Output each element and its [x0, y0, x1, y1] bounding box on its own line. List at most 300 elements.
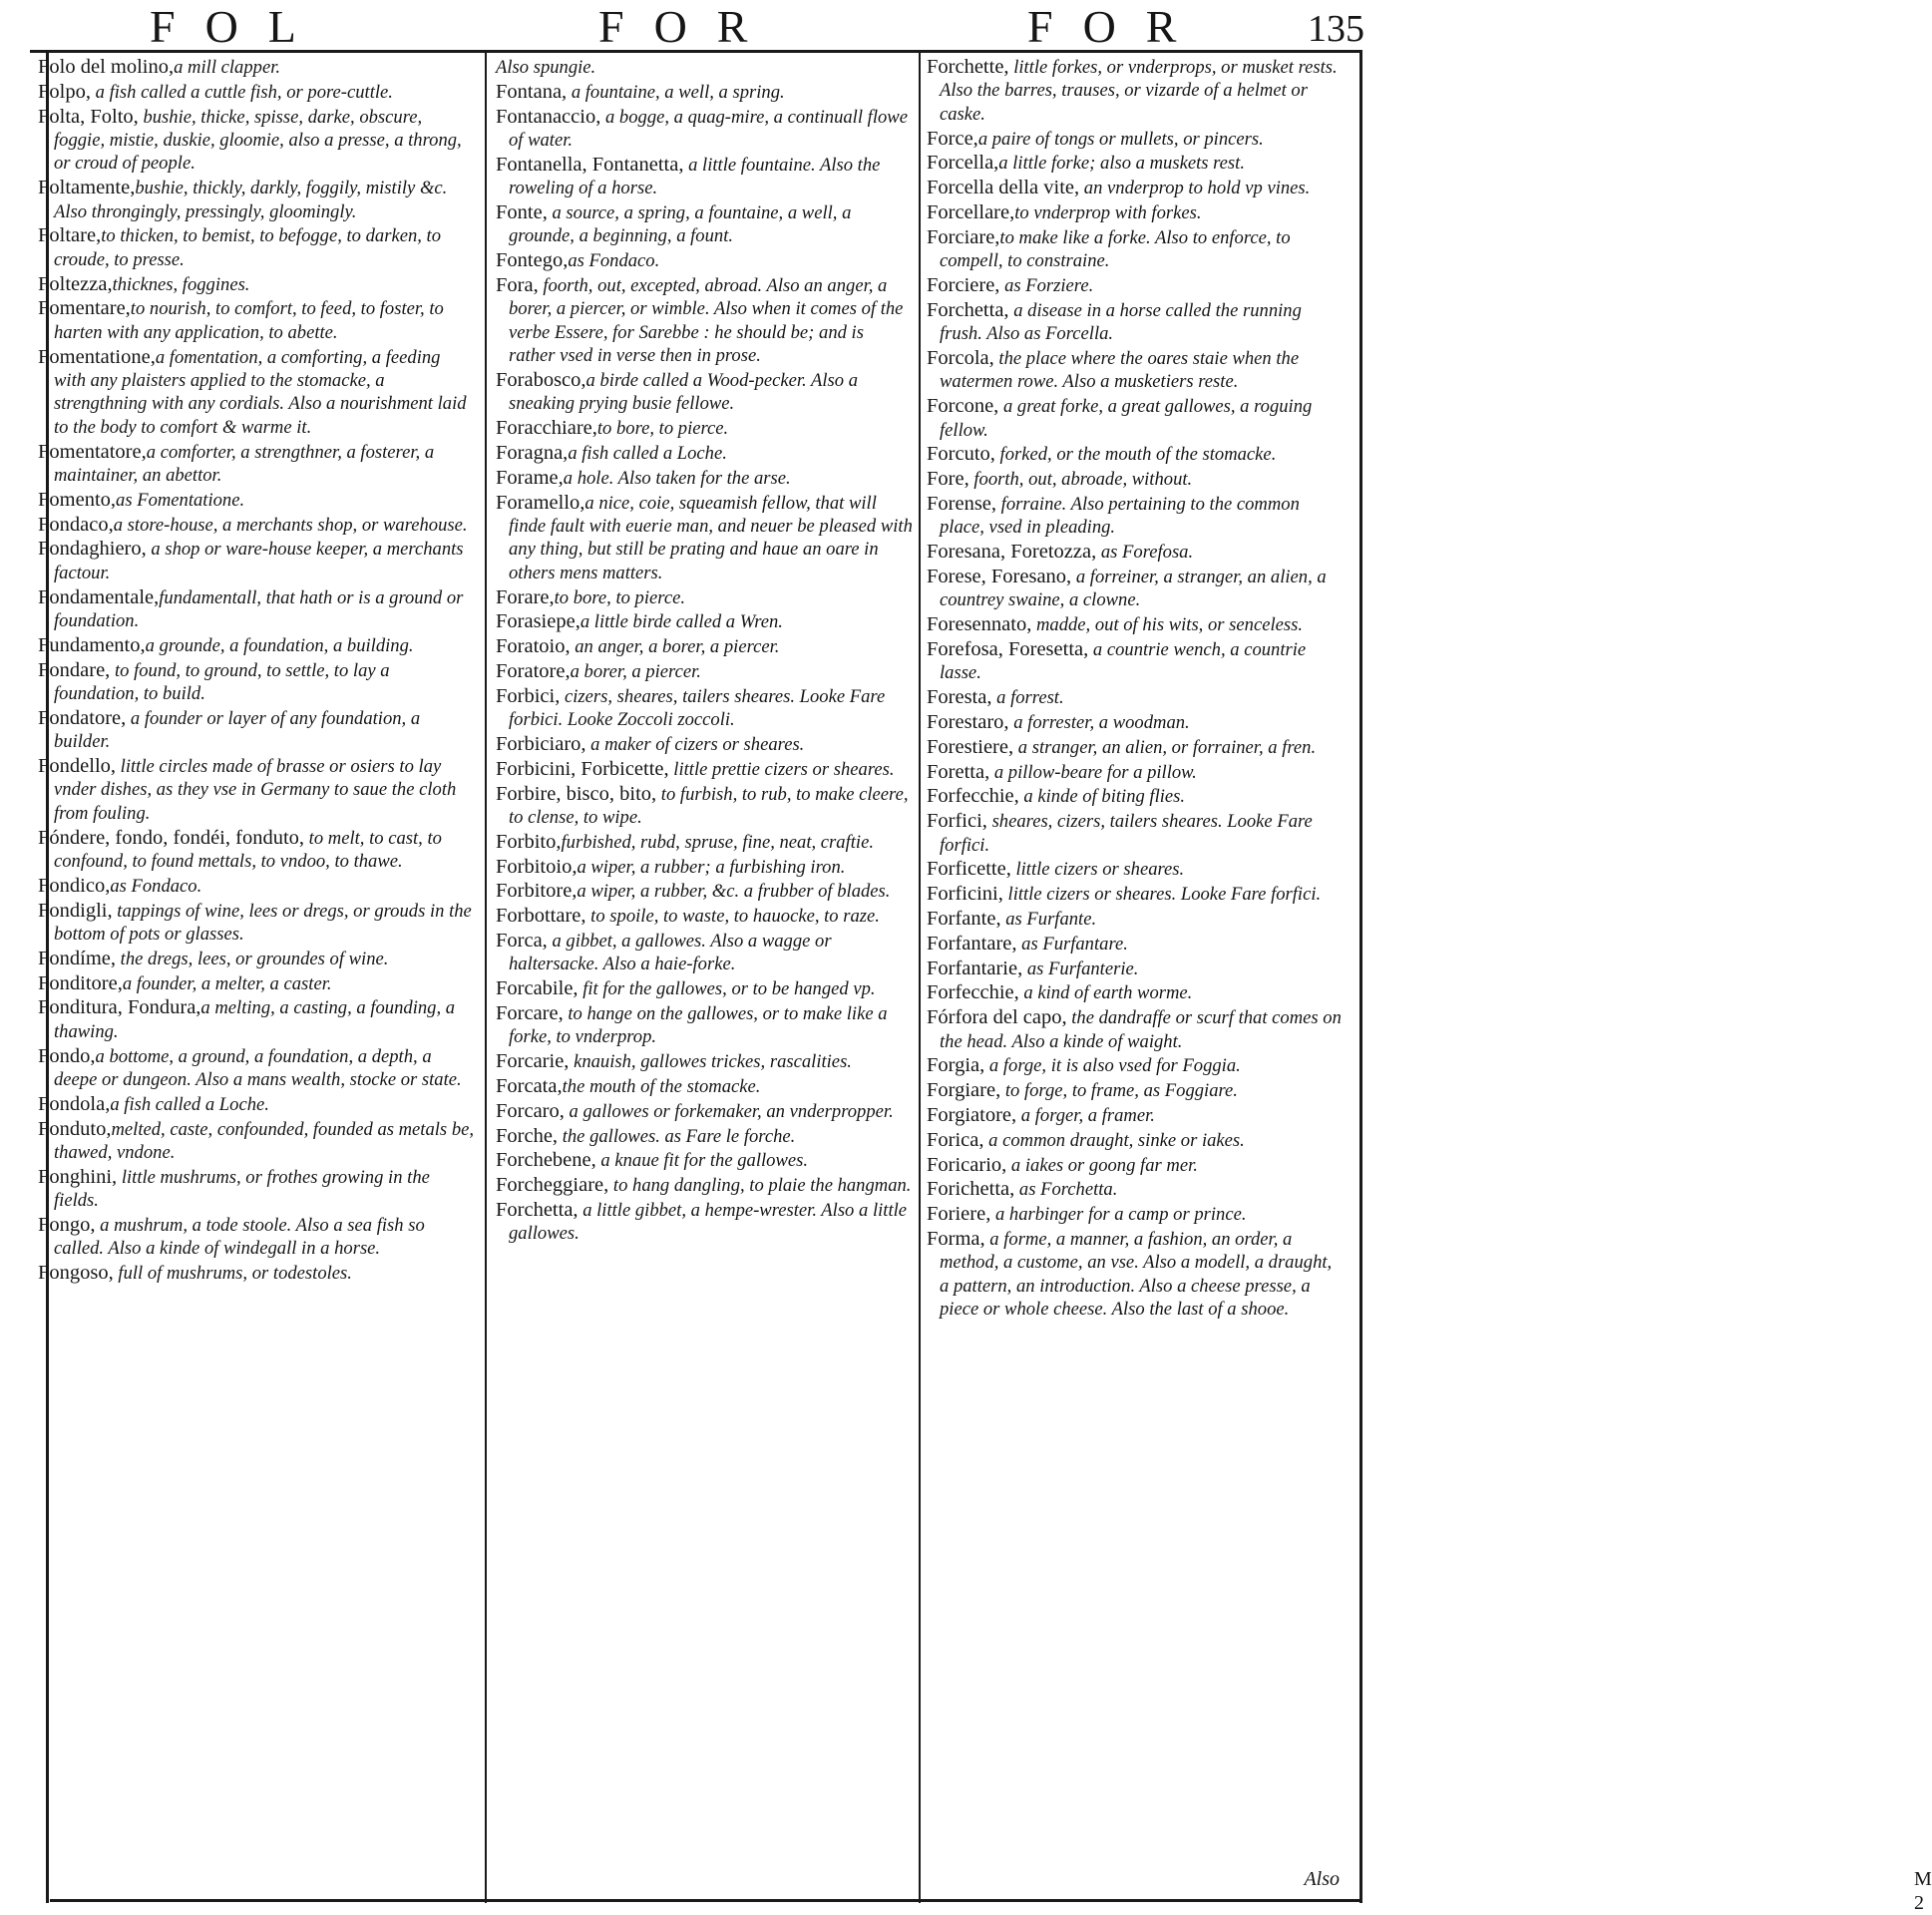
dictionary-entry [927, 933, 1346, 956]
dictionary-entry [496, 56, 915, 79]
headword: Fomentatione, [38, 345, 156, 368]
dictionary-entry [38, 659, 475, 706]
definition: a forrest. [991, 687, 1064, 709]
definition: to furbish, to rub, to make cleere, to clense, to wipe. [509, 783, 909, 829]
headword: Fongo, [38, 1214, 96, 1237]
headword: Forchette, [927, 56, 1009, 78]
definition: as Furfanterie. [1022, 958, 1139, 979]
dictionary-entry [38, 996, 475, 1043]
dictionary-entry [927, 56, 1346, 126]
headword: Forbitore, [496, 880, 578, 903]
headword: Foretta, [927, 760, 990, 783]
dictionary-entry [496, 417, 915, 440]
dictionary-entry [927, 613, 1346, 636]
headword: Forense, [927, 493, 997, 515]
headword: Foriere, [927, 1203, 991, 1226]
dictionary-entry [496, 1125, 915, 1148]
dictionary-entry [38, 489, 475, 512]
definition: a founder, a melter, a caster. [122, 972, 332, 994]
dictionary-entry [927, 1079, 1346, 1102]
headword: Forcarie, [496, 1050, 570, 1073]
dictionary-entry [496, 81, 915, 104]
headword: Forcella della vite, [927, 177, 1080, 199]
definition: a stranger, an alien, or forrainer, a fren. [1013, 736, 1317, 758]
dictionary-entry [496, 586, 915, 609]
headword: Fórfora del capo, [927, 1006, 1067, 1029]
definition: a forge, it is also vsed for Foggia. [984, 1055, 1241, 1077]
dictionary-entry [927, 1203, 1346, 1226]
headword: Forcaro, [496, 1099, 565, 1122]
definition: a melting, a casting, a founding, a thawing. [54, 997, 456, 1042]
headword: Fondaghiero, [38, 538, 147, 561]
definition: to bore, to pierce. [596, 418, 729, 440]
headword: Foltare, [38, 224, 102, 247]
definition: to bore, to pierce. [554, 586, 685, 608]
headword: Forficette, [927, 858, 1011, 881]
dictionary-entry [927, 201, 1346, 224]
definition: a birde called a Wood-pecker. Also a sneaking prying busie fellowe. [509, 370, 859, 415]
headword: Fonte, [496, 201, 548, 223]
definition: a wiper, a rubber; a furbishing iron. [577, 856, 846, 878]
definition: to vnderprop with forkes. [1014, 202, 1202, 223]
dictionary-entry [927, 1054, 1346, 1077]
dictionary-entry [38, 755, 475, 825]
headword: Forestiere, [927, 735, 1014, 758]
definition: a fomentation, a comforting, a feeding with any plaisters applied to the stomacke, a strengthning with any cordials. Also a nourishment laid to the body to comfort & warme it. [54, 346, 467, 438]
dictionary-entry [38, 514, 475, 537]
headword: Folo del molino, [38, 56, 175, 78]
dictionary-entry [927, 395, 1346, 442]
definition: little prettie cizers or sheares. [668, 758, 895, 780]
definition: to thicken, to bemist, to befogge, to darken, to croude, to presse. [54, 225, 442, 270]
definition: the mouth of the stomacke. [562, 1076, 761, 1097]
headword: Forchetta, [927, 298, 1009, 321]
headword: Forame, [496, 466, 564, 489]
dictionary-entry [927, 226, 1346, 273]
definition: as Fondaco. [110, 875, 202, 897]
definition: a pillow-beare for a pillow. [989, 761, 1197, 783]
headword: Fonditura, Fondura, [38, 996, 201, 1019]
definition: a knaue fit for the gallowes. [595, 1150, 809, 1172]
headword: Forestaro, [927, 711, 1009, 733]
headword: Fondíme, [38, 947, 117, 969]
dictionary-entry [38, 81, 475, 104]
dictionary-entry [496, 1050, 915, 1073]
dictionary-entry [927, 299, 1346, 346]
headword: Forciere, [927, 274, 1000, 296]
dictionary-entry [496, 154, 915, 200]
definition: a harbinger for a camp or prince. [990, 1204, 1247, 1226]
definition: to hange on the gallowes, or to make like a forke, to vnderprop. [509, 1003, 888, 1048]
headword: Foresennato, [927, 613, 1032, 636]
headword: Foragna, [496, 442, 569, 465]
column-3 [927, 56, 1346, 1896]
headword: Forfecchie, [927, 981, 1019, 1004]
dictionary-entry [38, 875, 475, 898]
headword: Force, [927, 127, 978, 150]
dictionary-entry [927, 981, 1346, 1004]
headword: Forbiciaro, [496, 733, 586, 756]
definition: a wiper, a rubber, &c. a frubber of blades. [577, 881, 891, 903]
page-footer [927, 1867, 1932, 1914]
dictionary-entry [38, 538, 475, 584]
dictionary-entry [927, 638, 1346, 685]
dictionary-entry [496, 758, 915, 781]
dictionary-entry [927, 493, 1346, 540]
definition: an anger, a borer, a piercer. [570, 636, 780, 658]
dictionary-entry [38, 346, 475, 440]
headword: Forbicini, Forbicette, [496, 757, 669, 780]
definition: as Furfante. [1000, 908, 1097, 930]
dictionary-entry [38, 586, 475, 633]
headword: Forcheggiare, [496, 1174, 609, 1197]
definition: to forge, to frame, as Foggiare. [1000, 1080, 1238, 1102]
headword: Forichetta, [927, 1178, 1015, 1201]
headword: Forcellare, [927, 201, 1015, 223]
headword: Fora, [496, 274, 539, 296]
dictionary-entry [927, 810, 1346, 857]
dictionary-entry [927, 347, 1346, 394]
headword: Forfecchie, [927, 785, 1019, 808]
headword: Forcuto, [927, 443, 995, 466]
definition: a countrie wench, a countrie lasse. [940, 639, 1307, 684]
running-head-middle: FOR [598, 1, 778, 52]
dictionary-entry [496, 1100, 915, 1123]
dictionary-entry [496, 831, 915, 854]
definition: a source, a spring, a fountaine, a well, a grounde, a beginning, a fount. [509, 202, 852, 247]
dictionary-entry [496, 733, 915, 756]
headword: Forcola, [927, 347, 994, 369]
dictionary-entry [496, 685, 915, 732]
definition: the dandraffe or scurf that comes on the head. Also a kinde of waight. [940, 1007, 1342, 1052]
definition: to melt, to cast, to confound, to found mettals, to vndoo, to thawe. [54, 827, 442, 873]
headword: Forgiare, [927, 1079, 1001, 1102]
definition: sheares, cizers, tailers sheares. Looke Fare forfici. [940, 811, 1313, 856]
dictionary-entry [927, 1228, 1346, 1322]
definition: a founder or layer of any foundation, a builder. [54, 707, 421, 753]
dictionary-entry [38, 972, 475, 995]
headword: Fondatore, [38, 706, 127, 729]
dictionary-entry [496, 635, 915, 658]
definition: a nice, coie, squeamish fellow, that will finde fault with euerie man, and neuer be pleased with any thing, but still be prating and haue an oare in others mens matters. [509, 492, 913, 583]
dictionary-entry [927, 152, 1346, 175]
dictionary-entry [38, 634, 475, 657]
definition: a forme, a manner, a fashion, an order, a method, a custome, an vse. Also a modell, a draught, a pattern, an introduction. Also a cheese presse, a piece or whole cheese. Also the last of a shooe. [940, 1228, 1333, 1321]
headword: Fomentatore, [38, 440, 147, 463]
definition: a kind of earth worme. [1018, 982, 1193, 1004]
definition: fit for the gallowes, or to be hanged vp. [578, 978, 876, 1000]
dictionary-entry [496, 369, 915, 416]
dictionary-entry [496, 492, 915, 585]
dictionary-entry [927, 177, 1346, 199]
headword: Forma, [927, 1227, 985, 1250]
dictionary-entry [38, 1166, 475, 1213]
dictionary-entry [927, 958, 1346, 980]
headword: Forca, [496, 930, 548, 952]
dictionary-entry [927, 858, 1346, 881]
headword: Forica, [927, 1128, 984, 1151]
definition: forraine. Also pertaining to the common place, vsed in pleading. [940, 494, 1300, 539]
headword: Fomentare, [38, 297, 131, 320]
definition: a bottome, a ground, a foundation, a depth, a deepe or dungeon. Also a mans wealth, stocke or state. [54, 1045, 462, 1091]
definition: a great forke, a great gallowes, a roguing fellow. [940, 396, 1313, 441]
definition: a little fountaine. Also the roweling of a horse. [509, 154, 881, 199]
dictionary-entry [927, 1006, 1346, 1053]
dictionary-entry [496, 905, 915, 928]
definition: to spoile, to waste, to hauocke, to raze. [585, 906, 880, 928]
headword: Foratore, [496, 660, 571, 683]
definition: the place where the oares staie when the watermen rowe. Also a musketiers reste. [940, 348, 1300, 393]
dictionary-entry [38, 224, 475, 271]
headword: Forcata, [496, 1075, 563, 1097]
dictionary-entry [927, 785, 1346, 808]
dictionary-entry [38, 441, 475, 488]
definition: the gallowes. as Fare le forche. [558, 1125, 796, 1147]
definition: as Forchetta. [1014, 1179, 1118, 1201]
page-number: 135 [1308, 8, 1364, 50]
definition: foorth, out, abroade, without. [968, 469, 1193, 491]
definition: little cizers or sheares. [1010, 859, 1185, 881]
headword: Fondo, [38, 1044, 96, 1067]
dictionary-entry [927, 1154, 1346, 1177]
headword: Forchetta, [496, 1198, 579, 1221]
headword: Fondico, [38, 874, 111, 897]
dictionary-entry [496, 1075, 915, 1098]
headword: Forfantarie, [927, 957, 1023, 979]
dictionary-entry [38, 827, 475, 874]
definition: a little gibbet, a hempe-wrester. Also a little gallowes. [509, 1199, 908, 1245]
headword: Forfantare, [927, 932, 1017, 955]
headword: Fondare, [38, 658, 111, 681]
headword: Forcabile, [496, 977, 579, 1000]
definition: a hole. Also taken for the arse. [563, 467, 791, 489]
definition: full of mushrums, or todestoles. [113, 1263, 352, 1285]
definition: foorth, out, excepted, abroad. Also an anger, a borer, a piercer, or wimble. Also when it comes of the verbe Essere, for Sarebbe : he should be; and is rather vsed in verse then in prose. [509, 275, 904, 367]
headword: Forche, [496, 1124, 559, 1147]
dictionary-entry [927, 883, 1346, 906]
dictionary-entry [496, 610, 915, 633]
headword: Forchebene, [496, 1149, 596, 1172]
headword: Fontana, [496, 80, 568, 103]
definition: thicknes, foggines. [112, 273, 250, 295]
dictionary-entry [927, 736, 1346, 759]
dictionary-entry [496, 274, 915, 368]
headword: Fundamento, [38, 633, 146, 656]
dictionary-entry [927, 566, 1346, 612]
definition: a maker of cizers or sheares. [585, 734, 805, 756]
definition: a fish called a Loche. [568, 443, 727, 465]
headword: Foresta, [927, 686, 992, 709]
definition: to make like a forke. Also to enforce, to compell, to constraine. [940, 226, 1291, 272]
headword: Forefosa, Foresetta, [927, 638, 1089, 660]
definition: little circles made of brasse or osiers to lay vnder dishes, as they vse in Germany to saue the cloth from fouling. [54, 756, 457, 824]
definition: a comforter, a strengthner, a fosterer, a maintainer, an abettor. [54, 441, 435, 487]
headword: Fomento, [38, 488, 117, 511]
definition: a mill clapper. [174, 57, 281, 78]
headword: Forbici, [496, 684, 561, 707]
headword: Foratoio, [496, 635, 571, 658]
definition: a store-house, a merchants shop, or warehouse. [113, 514, 468, 536]
headword: Fóndere, fondo, fondéi, fonduto, [38, 826, 305, 849]
definition: a borer, a piercer. [570, 661, 701, 683]
dictionary-entry [927, 1104, 1346, 1127]
headword: Fonditore, [38, 971, 123, 994]
definition: a mushrum, a tode stoole. Also a sea fish so called. Also a kinde of windegall in a horse. [54, 1215, 425, 1260]
definition: bushie, thicke, spisse, darke, obscure, foggie, mistie, duskie, gloomie, also a presse, a throng, or croud of people. [54, 106, 462, 175]
headword: Fontanaccio, [496, 105, 601, 128]
dictionary-entry [927, 711, 1346, 734]
dictionary-entry [38, 56, 475, 79]
definition: melted, caste, confounded, founded as metals be, thawed, vndone. [54, 1118, 475, 1164]
definition: a forger, a framer. [1016, 1104, 1155, 1126]
column-1 [38, 56, 475, 1896]
dictionary-entry [496, 1174, 915, 1197]
definition: a kinde of biting flies. [1018, 786, 1186, 808]
column-rule-1 [485, 52, 487, 1903]
definition: to hang dangling, to plaie the hangman. [608, 1175, 912, 1197]
definition: a gibbet, a gallowes. Also a wagge or haltersacke. Also a haie-forke. [509, 931, 832, 975]
column-2 [496, 56, 915, 1896]
dictionary-entry [927, 128, 1346, 151]
definition: fundamentall, that hath or is a ground or foundation. [54, 586, 464, 632]
definition: an vnderprop to hold vp vines. [1079, 178, 1311, 199]
headword: Forcare, [496, 1002, 564, 1024]
headword: Fonduto, [38, 1117, 112, 1140]
dictionary-entry [927, 541, 1346, 564]
headword: Foramello, [496, 491, 585, 514]
top-rule [30, 50, 1362, 53]
definition: a disease in a horse called the running frush. Also as Forcella. [940, 299, 1302, 345]
definition: a fish called a Loche. [110, 1093, 269, 1115]
headword: Forciare, [927, 225, 1000, 248]
headword: Foracchiare, [496, 417, 597, 440]
catchword: Also [1304, 1868, 1340, 1890]
definition: the dregs, lees, or groundes of wine. [116, 948, 389, 969]
column-rule-2 [919, 52, 921, 1903]
headword: Forese, Foresano, [927, 566, 1072, 587]
headword: Fonghini, [38, 1165, 118, 1188]
headword: Folta, Folto, [38, 105, 139, 128]
dictionary-entry [927, 908, 1346, 931]
dictionary-entry [927, 1129, 1346, 1152]
headword: Foresana, Foretozza, [927, 541, 1097, 564]
headword: Forcone, [927, 395, 999, 418]
definition: a forreiner, a stranger, an alien, a countrey swaine, a clowne. [940, 567, 1327, 611]
dictionary-entry [496, 1199, 915, 1246]
headword: Forare, [496, 585, 555, 608]
headword: Fondola, [38, 1092, 111, 1115]
definition: a paire of tongs or mullets, or pincers. [977, 128, 1264, 150]
headword: Forasiepe, [496, 610, 580, 633]
definition: as Furfantare. [1016, 933, 1128, 955]
headword: Fore, [927, 468, 969, 491]
definition: tappings of wine, lees or dregs, or grouds in the bottom of pots or glasses. [54, 900, 472, 946]
definition: little cizers or sheares. Looke Fare forfici. [1002, 884, 1322, 906]
headword: Forfante, [927, 907, 1001, 930]
definition: to found, to ground, to settle, to lay a foundation, to build. [54, 659, 390, 705]
dictionary-entry [496, 467, 915, 490]
definition: a fish called a cuttle fish, or pore-cuttle. [90, 81, 393, 103]
headword: Fondamentale, [38, 585, 160, 608]
headword: Forgia, [927, 1054, 985, 1077]
definition: a grounde, a foundation, a building. [145, 634, 414, 656]
headword: Foltamente, [38, 177, 136, 199]
headword: Forcella, [927, 152, 999, 175]
headword: Fontego, [496, 249, 569, 272]
headword: Fongoso, [38, 1262, 114, 1285]
dictionary-entry [38, 1262, 475, 1285]
dictionary-entry [38, 1045, 475, 1092]
definition: little forkes, or vnderprops, or musket rests. Also the barres, trauses, or vizarde of a helmet or caske. [940, 57, 1338, 125]
bottom-rule [50, 1899, 1362, 1902]
dictionary-entry [38, 106, 475, 176]
headword: Fondigli, [38, 899, 113, 922]
running-head-left: FOL [150, 1, 326, 52]
definition: knauish, gallowes trickes, rascalities. [569, 1051, 852, 1073]
dictionary-entry [38, 1093, 475, 1116]
definition: as Fondaco. [568, 250, 660, 272]
dictionary-entry [496, 1149, 915, 1172]
definition: forked, or the mouth of the stomacke. [994, 444, 1277, 466]
headword: Forbitoio, [496, 855, 578, 878]
definition: as Forziere. [999, 275, 1094, 296]
definition: bushie, thickly, darkly, foggily, mistily &c. Also throngingly, pressingly, gloomingly. [54, 178, 448, 222]
dictionary-entry [496, 442, 915, 465]
headword: Foricario, [927, 1153, 1007, 1176]
headword: Forbire, bisco, bito, [496, 782, 657, 805]
dictionary-entry [496, 930, 915, 976]
definition: a fountaine, a well, a spring. [567, 81, 785, 103]
definition: a forrester, a woodman. [1008, 712, 1190, 733]
definition: a common draught, sinke or iakes. [983, 1129, 1245, 1151]
definition: a bogge, a quag-mire, a continuall flowe of water. [509, 106, 908, 151]
dictionary-entry [496, 977, 915, 1000]
dictionary-entry [496, 1002, 915, 1049]
signature-mark: M 2 [1914, 1868, 1932, 1914]
dictionary-entry [927, 1178, 1346, 1201]
headword: Forfici, [927, 810, 987, 833]
dictionary-entry [927, 761, 1346, 784]
dictionary-entry [496, 249, 915, 272]
definition: a iakes or goong far mer. [1006, 1154, 1198, 1176]
dictionary-entry [496, 783, 915, 830]
headword: Forbottare, [496, 905, 586, 928]
definition: furbished, rubd, spruse, fine, neat, craftie. [561, 831, 874, 853]
headword: Forgiatore, [927, 1103, 1017, 1126]
dictionary-entry [496, 856, 915, 879]
dictionary-entry [38, 948, 475, 970]
headword: Forbito, [496, 830, 562, 853]
headword: Fondaco, [38, 513, 114, 536]
dictionary-entry [927, 686, 1346, 709]
dictionary-entry [38, 1214, 475, 1261]
dictionary-entry [38, 297, 475, 344]
dictionary-entry [927, 274, 1346, 297]
dictionary-entry [38, 1118, 475, 1165]
dictionary-entry [927, 468, 1346, 491]
definition: a little birde called a Wren. [580, 611, 783, 633]
dictionary-entry [38, 707, 475, 754]
headword: Forabosco, [496, 369, 586, 392]
dictionary-entry [927, 443, 1346, 466]
running-head-right: FOR [1027, 1, 1207, 52]
definition: a shop or ware-house keeper, a merchants factour. [54, 539, 464, 583]
dictionary-entry [496, 880, 915, 903]
headword: Fontanella, Fontanetta, [496, 153, 684, 176]
definition: to nourish, to comfort, to feed, to foster, to harten with any application, to abette. [54, 298, 444, 343]
definition: as Fomentatione. [116, 489, 245, 511]
definition: a little forke; also a muskets rest. [998, 153, 1245, 175]
